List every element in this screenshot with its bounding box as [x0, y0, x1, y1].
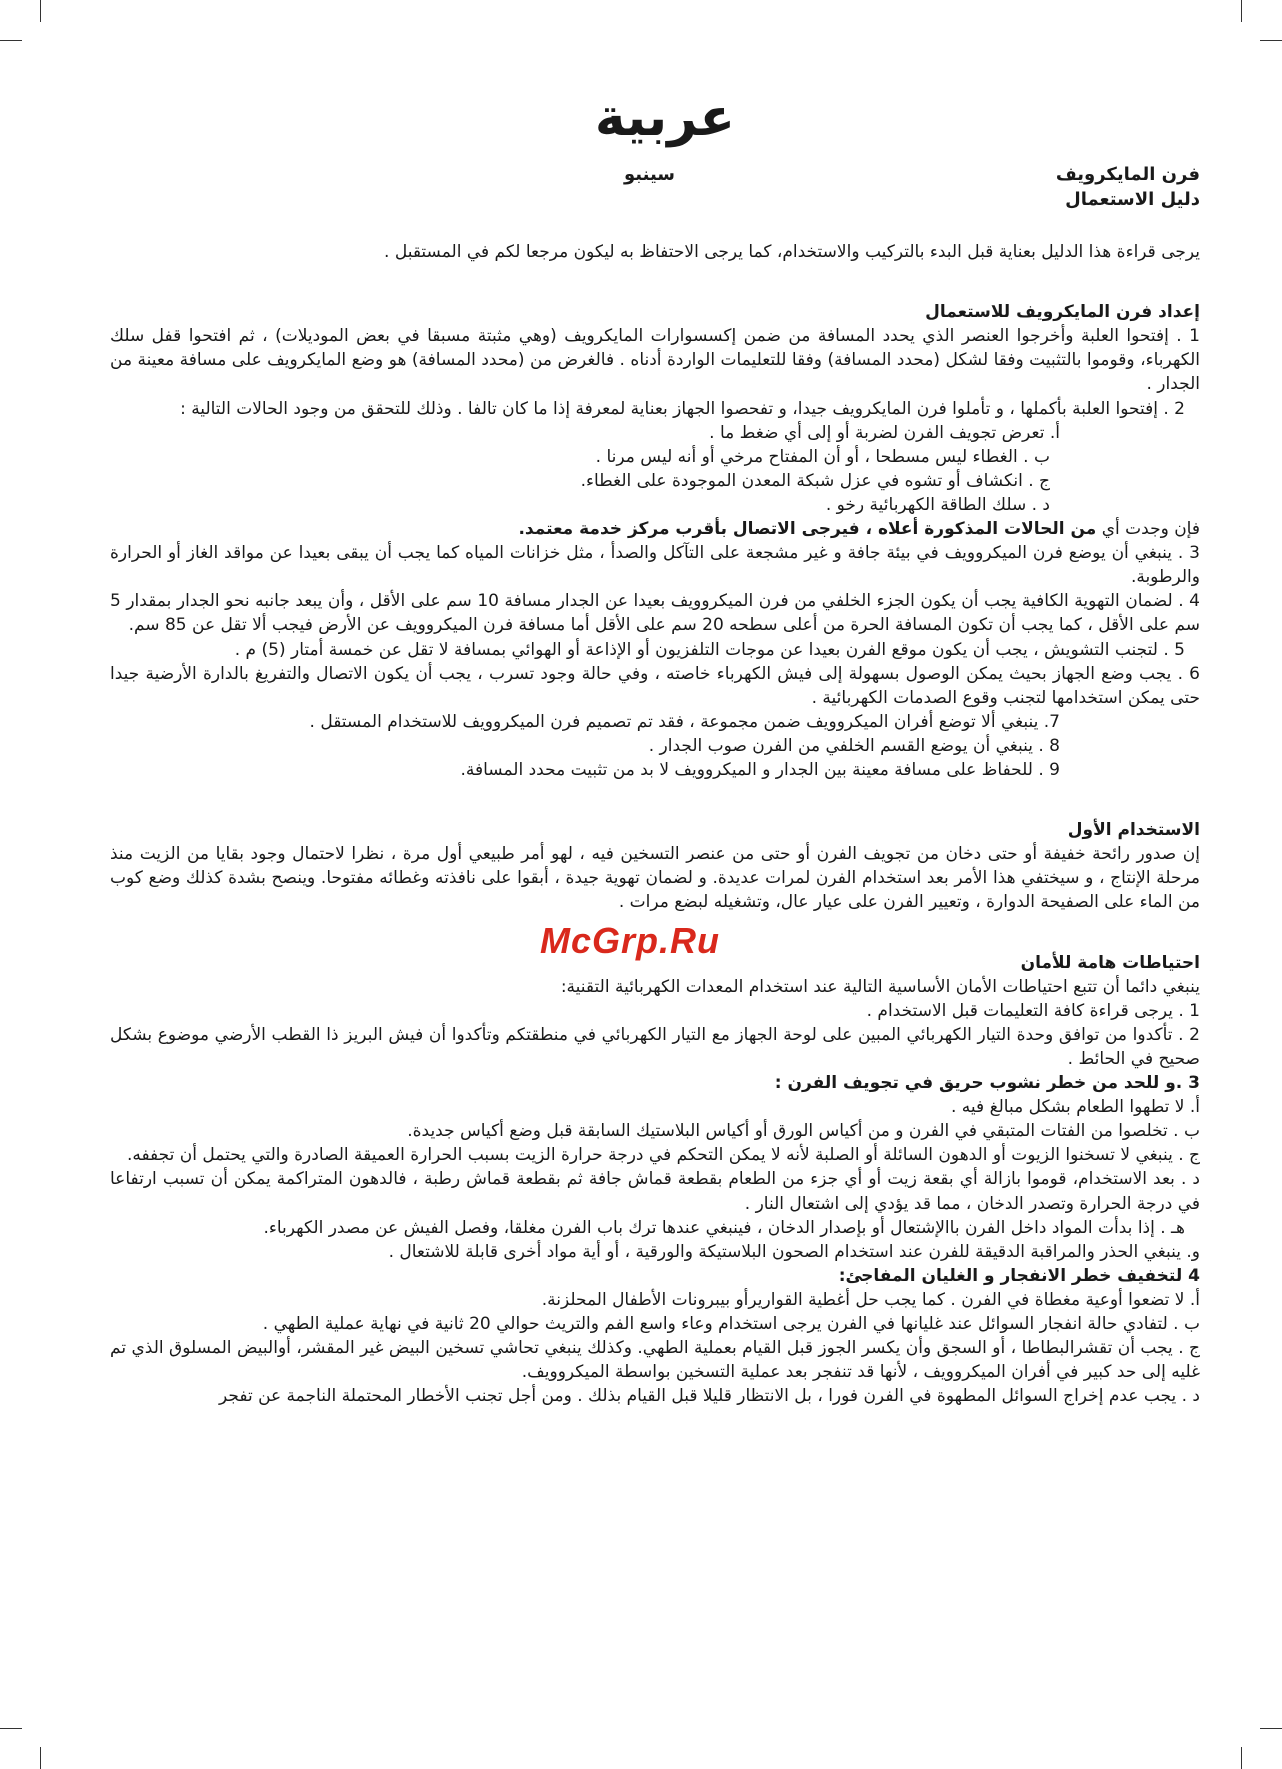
first-use-text: إن صدور رائحة خفيفة أو حتى دخان من تجويف الفرن أو حتى من عنصر التسخين فيه ، لهو أمر طبيعي أول مرة ، نظرا لاحتمال وجود بقايا من الزيت منذ مرحلة الإنتاج ، و سيختفي هذا الأمر بعد استخدام الفرن لمرات عديدة. و لضمان تهوية جيدة ، أبقوا على نافذته وغطائه مفتوحا. وينصح بشدة كذلك وضع كوب من الماء على الصفيحة الدوارة ، وتعيير الفرن على عيار عال، وتشغيله لبضع مرات . [110, 844, 1200, 913]
safety-item-3: 3 .و للحد من خطر نشوب حريق في تجويف الفرن : [774, 1073, 1200, 1094]
setup-warning [110, 517, 1200, 541]
setup-item-1: 1 . إفتحوا العلبة وأخرجوا العنصر الذي يحدد المسافة من ضمن إكسسوارات المايكرويف (وهي مثبتة مسبقا في بعض الموديلات) ، ثم افتحوا قفل سلك الكهرباء، وقوموا بالتثبيت وفقا لشكل (محدد المسافة) وفقا للتعليمات الواردة أدناه . فالغرض من (محدد المسافة) هو وضع المايكرويف على مسافة معينة من الجدار . [110, 326, 1200, 395]
safety-item-3b: ب . تخلصوا من الفتات المتبقي في الفرن و من أكياس الورق أو أكياس البلاستيك السابقة قبل وضع أكياس جديدة. [407, 1121, 1200, 1142]
product-name: فرن المايكرويف [1055, 164, 1200, 185]
intro-text: يرجى قراءة هذا الدليل بعناية قبل البدء بالتركيب والاستخدام، كما يرجى الاحتفاظ به ليكون مرجعا لكم في المستقبل . [384, 242, 1200, 262]
setup-item-6: 6 . يجب وضع الجهاز بحيث يمكن الوصول بسهولة إلى فيش الكهرباء خاصته ، وفي حالة وجود تسرب ، يجب أن يكون الاتصال والتفريغ بالدارة الأرضية جيدا حتى يمكن استخدامها لتجنب وقوع الصدمات الكهربائية . [110, 663, 1200, 708]
setup-item-5: 5 . لتجنب التشويش ، يجب أن يكون موقع الفرن بعيدا عن موجات التلفزيون أو الإذاعة أو الهوائي بمسافة لا تقل عن خمسة أمتار (5) م . [234, 639, 1185, 660]
safety-item-4b: ب . لتفادي حالة انفجار السوائل عند غليانها في الفرن يرجى استخدام وعاء واسع الفم والتريث حوالي 20 ثانية في نهاية عملية الطهي . [262, 1314, 1200, 1335]
setup-warning-bold: من الحالات المذكورة أعلاه ، فيرجى الاتصال بأقرب مركز خدمة معتمد. [518, 519, 1097, 540]
crop-mark [1241, 0, 1242, 22]
safety-item-1: 1 . يرجى قراءة كافة التعليمات قبل الاستخدام . [866, 1000, 1200, 1021]
setup-item-7: 7. ينبغي ألا توضع أفران الميكروويف ضمن مجموعة ، فقد تم تصميم فرن الميكروويف للاستخدام المستقل . [309, 711, 1060, 732]
setup-item-2: 2 . إفتحوا العلبة بأكملها ، و تأملوا فرن المايكرويف جيدا، و تفحصوا الجهاز بعناية لمعرفة إذا ما كان تالفا . وذلك للتحقق من وجود الحالات التالية : [180, 398, 1185, 419]
safety-item-3a: أ. لا تطهوا الطعام بشكل مبالغ فيه . [951, 1097, 1200, 1118]
safety-item-4c: ج . يجب أن تقشرالبطاطا ، أو السجق وأن يكسر الجوز قبل القيام بعملية الطهي. وكذلك ينبغي تحاشي تسخين البيض غير المقشر، أوالبيض المسلوق الذي تم غليه إلى حد كبير في أفران الميكروويف ، لأنها قد تنفجر بعد عملية التسخين بواسطة الميكروويف. [110, 1338, 1200, 1383]
safety-item-3f: و. ينبغي الحذر والمراقبة الدقيقة للفرن عند استخدام الصحون البلاستيكة والورقية ، أو أية مواد أخرى قابلة للاشتعال . [388, 1241, 1200, 1262]
setup-warning-prefix: فإن وجدت أي [1101, 519, 1200, 540]
setup-condition-a: أ. تعرض تجويف الفرن لضربة أو إلى أي ضغط ما . [709, 422, 1060, 443]
setup-condition-b: ب . الغطاء ليس مسطحا ، أو أن المفتاح مرخي أو أنه ليس مرنا . [595, 446, 1050, 467]
safety-item-4: 4 لتخفيف خطر الانفجار و الغليان المفاجئ: [838, 1265, 1200, 1286]
setup-item-3: 3 . ينبغي أن يوضع فرن الميكروويف في بيئة جافة و غير مشجعة على التآكل والصدأ ، مثل خزانات المياه كما يجب أن يبقى بعيدا عن مواقد الغاز أو الحرارة والرطوبة. [110, 543, 1200, 588]
crop-mark [0, 40, 22, 41]
brand-name: سينبو [623, 164, 675, 185]
manual-page [110, 70, 1220, 1690]
setup-item-8: 8 . ينبغي أن يوضع القسم الخلفي من الفرن صوب الجدار . [648, 735, 1060, 756]
crop-mark [40, 1747, 41, 1769]
setup-item-4: 4 . لضمان التهوية الكافية يجب أن يكون الجزء الخلفي من فرن الميكروويف بعيدا عن الجدار مسافة 10 سم على الأقل ، وأن يبعد جانبه نحو الجدار بمقدار 5 سم على الأقل ، كما يجب أن تكون المسافة الحرة من أعلى سطحه 20 سم على الأقل أما مسافة فرن الميكروويف عن الأرض فيجب ألا تقل عن 85 سم. [110, 591, 1200, 636]
crop-mark [1260, 40, 1282, 41]
safety-item-3e: هـ . إذا بدأت المواد داخل الفرن باالإشتعال أو بإصدار الدخان ، فينبغي عندها ترك باب الفرن مغلقا، وفصل الفيش عن مصدر الكهرباء. [263, 1217, 1185, 1238]
setup-condition-d: د . سلك الطاقة الكهربائية رخو . [825, 494, 1050, 515]
crop-mark [1241, 1747, 1242, 1769]
safety-intro: ينبغي دائما أن تتبع احتياطات الأمان الأساسية التالية عند استخدام المعدات الكهربائية التقنية: [560, 976, 1200, 997]
manual-body [110, 240, 1200, 1408]
safety-item-3d: د . بعد الاستخدام، قوموا بازالة أي بقعة زيت أو أي جزء من الطعام بقطعة قماش جافة ثم بقطعة قماش رطبة ، فالدهون المتراكمة يمكن أن تسبب ارتفاعا في درجة الحرارة وتصدر الدخان ، مما قد يؤدي إلى اشتعال النار . [110, 1169, 1200, 1214]
safety-item-3c: ج . ينبغي لا تسخنوا الزيوت أو الدهون السائلة أو الصلبة لأنه لا يمكن التحكم في درجة حرارة الزيت بسبب الحرارة العميقة الصادرة والتي يحتمل أن تجففه. [126, 1145, 1200, 1166]
crop-mark [0, 1728, 22, 1729]
safety-item-4d: د . يجب عدم إخراج السوائل المطهوة في الفرن فورا ، بل الانتظار قليلا قبل القيام بذلك . ومن أجل تجنب الأخطار المحتملة الناجمة عن تفجر [218, 1386, 1200, 1407]
setup-condition-c: ج . انكشاف أو تشوه في عزل شبكة المعدن الموجودة على الغطاء. [580, 470, 1050, 491]
safety-item-4a: أ. لا تضعوا أوعية مغطاة في الفرن . كما يجب حل أغطية القواريرأو بيبرونات الأطفال المحلزنة. [541, 1289, 1200, 1310]
first-use-heading: الاستخدام الأول [1067, 820, 1200, 841]
manual-title: دليل الاستعمال [1065, 189, 1200, 210]
safety-heading: احتياطات هامة للأمان [1020, 952, 1200, 973]
crop-mark [1260, 1728, 1282, 1729]
crop-mark [40, 0, 41, 22]
language-title: عربية [594, 88, 736, 148]
watermark: McGrp.Ru [540, 920, 721, 961]
document-header [1056, 162, 1200, 212]
safety-item-2: 2 . تأكدوا من توافق وحدة التيار الكهربائي المبين على لوحة الجهاز مع التيار الكهربائي في منطقتكم وتأكدوا أن فيش البريز ذا القطب الأرضي موضوع بشكل صحيح في الحائط . [110, 1024, 1200, 1069]
setup-heading: إعداد فرن المايكرويف للاستعمال [925, 302, 1200, 323]
setup-item-9: 9 . للحفاظ على مسافة معينة بين الجدار و الميكروويف لا بد من تثبيت محدد المسافة. [460, 759, 1060, 780]
